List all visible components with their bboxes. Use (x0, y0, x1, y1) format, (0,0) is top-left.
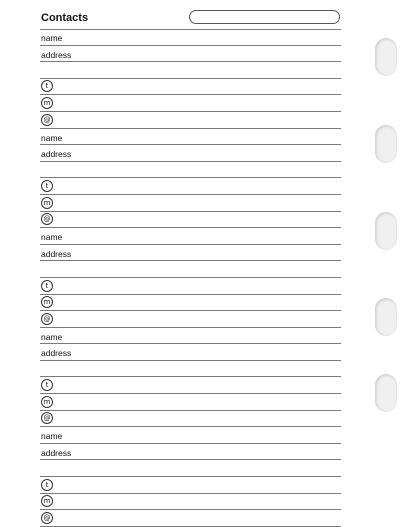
mobile-icon: m (41, 197, 53, 209)
binder-hole (375, 125, 397, 163)
name-label: name (41, 33, 63, 44)
address-continuation-row[interactable] (40, 460, 341, 477)
mobile-row[interactable] (40, 195, 341, 212)
address-continuation-row[interactable] (40, 361, 341, 378)
binder-hole (375, 374, 397, 412)
mobile-icon: m (41, 396, 53, 408)
email-row[interactable] (40, 411, 341, 428)
name-row[interactable] (40, 427, 341, 444)
address-label: address (41, 248, 72, 259)
binder-hole (375, 38, 397, 76)
email-icon: @ (41, 114, 53, 126)
email-row[interactable] (40, 510, 341, 527)
address-continuation-row[interactable] (40, 261, 341, 278)
address-row[interactable] (40, 46, 341, 63)
name-label: name (41, 132, 63, 143)
email-icon: @ (41, 313, 53, 325)
name-label: name (41, 431, 63, 442)
telephone-icon: t (41, 80, 53, 92)
name-label: name (41, 232, 63, 243)
address-label: address (41, 49, 72, 60)
email-icon: @ (41, 213, 53, 225)
mobile-icon: m (41, 296, 53, 308)
email-row[interactable] (40, 212, 341, 229)
name-label: name (41, 331, 63, 342)
address-continuation-row[interactable] (40, 62, 341, 79)
address-row[interactable] (40, 444, 341, 461)
mobile-row[interactable] (40, 295, 341, 312)
mobile-icon: m (41, 97, 53, 109)
email-row[interactable] (40, 112, 341, 129)
telephone-icon: t (41, 280, 53, 292)
address-label: address (41, 447, 72, 458)
mobile-row[interactable] (40, 494, 341, 511)
email-icon: @ (41, 512, 53, 524)
address-row[interactable] (40, 344, 341, 361)
binder-hole (375, 298, 397, 336)
name-row[interactable] (40, 129, 341, 146)
telephone-row[interactable] (40, 377, 341, 394)
name-row[interactable] (40, 228, 341, 245)
mobile-row[interactable] (40, 95, 341, 112)
telephone-icon: t (41, 180, 53, 192)
email-icon: @ (41, 412, 53, 424)
name-row[interactable] (40, 328, 341, 345)
address-row[interactable] (40, 145, 341, 162)
mobile-row[interactable] (40, 394, 341, 411)
telephone-icon: t (41, 379, 53, 391)
telephone-row[interactable] (40, 79, 341, 96)
address-continuation-row[interactable] (40, 162, 341, 179)
binder-holes (360, 0, 400, 400)
address-row[interactable] (40, 245, 341, 262)
telephone-row[interactable] (40, 178, 341, 195)
telephone-row[interactable] (40, 278, 341, 295)
telephone-row[interactable] (40, 477, 341, 494)
binder-hole (375, 212, 397, 250)
address-label: address (41, 149, 72, 160)
page-title: Contacts (41, 12, 89, 24)
mobile-icon: m (41, 495, 53, 507)
contact-rows (40, 29, 341, 527)
address-label: address (41, 348, 72, 359)
email-row[interactable] (40, 311, 341, 328)
telephone-icon: t (41, 479, 53, 491)
title-field[interactable] (189, 10, 340, 24)
name-row[interactable] (40, 29, 341, 46)
